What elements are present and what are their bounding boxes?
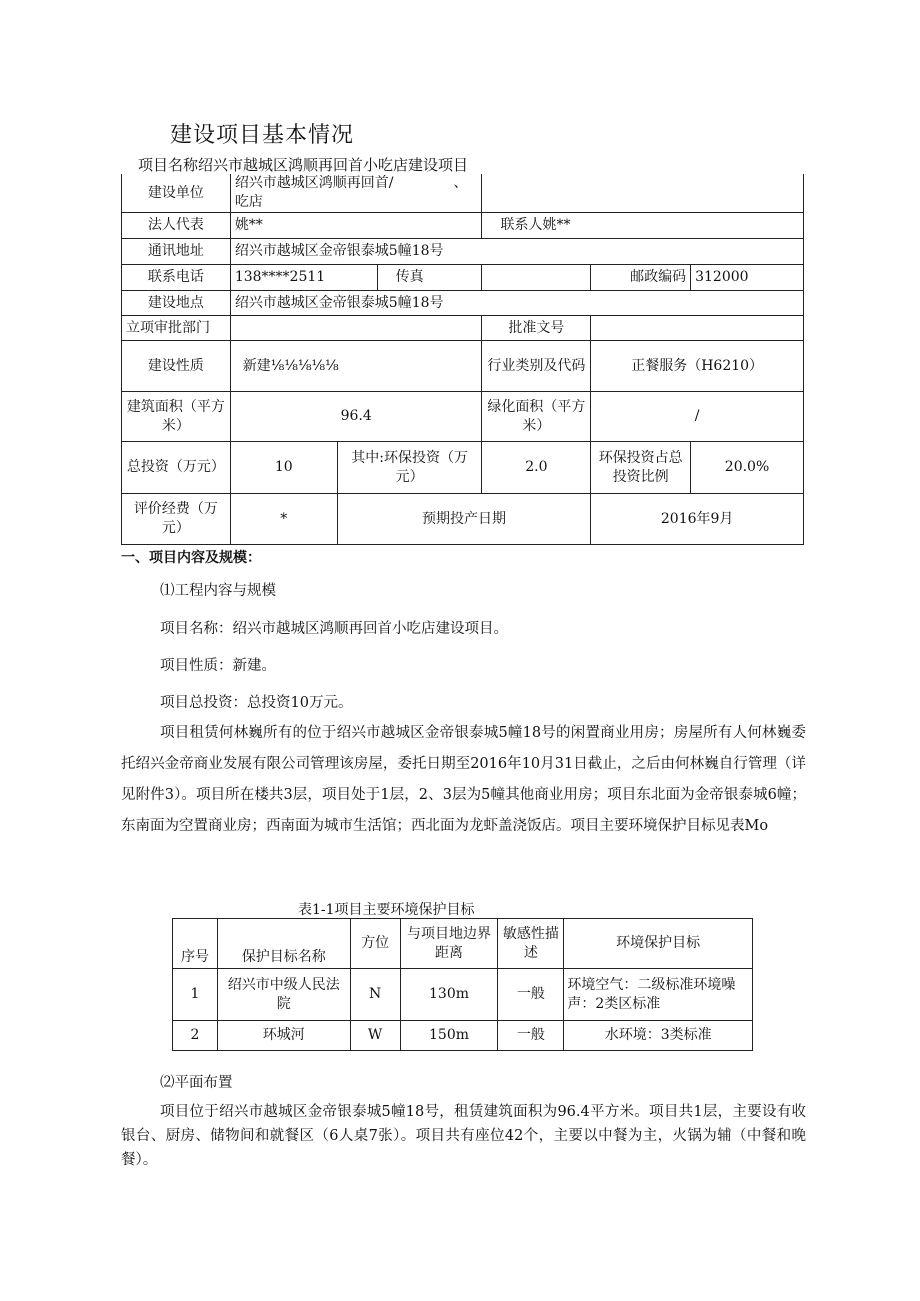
env-invest-label: 其中:环保投资（万元） bbox=[337, 442, 482, 494]
table-cell: 130m bbox=[400, 969, 498, 1021]
fee-value: * bbox=[230, 494, 337, 545]
fax-value bbox=[482, 265, 591, 291]
area-value: 96.4 bbox=[230, 392, 482, 442]
project-name-paragraph: 项目名称：绍兴市越城区鸿顺再回首小吃店建设项目。 bbox=[160, 621, 508, 637]
site-value: 绍兴市越城区金帝银泰城5幢18号 bbox=[230, 291, 803, 316]
green-label: 绿化面积（平方米） bbox=[482, 392, 591, 442]
page-title: 建设项目基本情况 bbox=[170, 123, 355, 148]
approval-dept-label: 立项审批部门 bbox=[122, 316, 231, 341]
table-row bbox=[173, 969, 753, 1021]
date-value: 2016年9月 bbox=[591, 494, 804, 545]
ratio-value: 20.0% bbox=[691, 442, 804, 494]
table-caption: 表1-1项目主要环境保护目标 bbox=[298, 902, 475, 918]
table-cell: N bbox=[350, 969, 400, 1021]
table-cell: 水环境：3类标准 bbox=[564, 1021, 753, 1051]
phone-value: 138****2511 bbox=[230, 265, 377, 291]
header-cell: 序号 bbox=[173, 919, 218, 969]
section-heading: 一、项目内容及规模： bbox=[121, 550, 261, 566]
nature-value: 新建⅛⅛⅛⅛⅛ bbox=[230, 341, 482, 392]
project-nature-paragraph: 项目性质：新建。 bbox=[160, 658, 276, 674]
project-name-line: 项目名称绍兴市越城区鸿顺再回首小吃店建设项目 bbox=[138, 156, 469, 174]
fax-label: 传真 bbox=[377, 265, 482, 291]
contact-value: 联系人姚** bbox=[482, 213, 804, 239]
unit-value-a: 绍兴市越城区鸿顺再回首/ bbox=[234, 175, 394, 191]
project-investment-paragraph: 项目总投资：总投资10万元。 bbox=[160, 695, 353, 711]
table-cell: 1 bbox=[173, 969, 218, 1021]
industry-label: 行业类别及代码 bbox=[482, 341, 591, 392]
basic-info-table bbox=[121, 174, 804, 545]
address-label: 通讯地址 bbox=[122, 239, 231, 265]
address-value: 绍兴市越城区金帝银泰城5幢18号 bbox=[230, 239, 803, 265]
table-cell: W bbox=[350, 1021, 400, 1051]
header-cell: 与项目地边界距离 bbox=[400, 919, 498, 969]
subsection-1-heading: ⑴工程内容与规模 bbox=[160, 583, 276, 599]
table-cell: 2 bbox=[173, 1021, 218, 1051]
unit-value bbox=[230, 174, 482, 213]
lease-description-paragraph: 项目租赁何林巍所有的位于绍兴市越城区金帝银泰城5幢18号的闲置商业用房；房屋所有人何林巍委托绍兴金帝商业发展有限公司管理该房屋，委托日期至2016年10月31日截止，之后由何林巍自行管理（详见附件3）。项目所在楼共3层，项目处于1层，2、3层为5幢其他商业用房；项目东北面为金帝银泰城6幢；东南面为空置商业房；西南面为城市生活馆；西北面为龙虾盖浇饭店。项目主要环境保护目标见表Mo bbox=[121, 725, 806, 834]
invest-label: 总投资（万元） bbox=[122, 442, 231, 494]
invest-value: 10 bbox=[230, 442, 337, 494]
fee-label: 评价经费（万元） bbox=[122, 494, 231, 545]
approval-dept-value bbox=[230, 316, 482, 341]
header-cell: 环境保护目标 bbox=[564, 919, 753, 969]
subsection-2-heading: ⑵平面布置 bbox=[160, 1075, 233, 1091]
phone-label: 联系电话 bbox=[122, 265, 231, 291]
header-cell: 敏感性描述 bbox=[498, 919, 564, 969]
table-cell: 一般 bbox=[498, 1021, 564, 1051]
industry-value: 正餐服务（H6210） bbox=[591, 341, 804, 392]
approval-no-label: 批准文号 bbox=[482, 316, 591, 341]
table-cell: 一般 bbox=[498, 969, 564, 1021]
postcode-label: 邮政编码 bbox=[591, 265, 691, 291]
header-cell: 保护目标名称 bbox=[217, 919, 350, 969]
postcode-value: 312000 bbox=[691, 265, 804, 291]
table-row bbox=[173, 1021, 753, 1051]
env-invest-value: 2.0 bbox=[482, 442, 591, 494]
table-cell: 150m bbox=[400, 1021, 498, 1051]
unit-label: 建设单位 bbox=[122, 174, 231, 213]
table-header-row bbox=[173, 919, 753, 969]
legal-label: 法人代表 bbox=[122, 213, 231, 239]
green-value: / bbox=[591, 392, 804, 442]
table-cell: 环境空气：二级标准环境噪声：2类区标准 bbox=[564, 969, 753, 1021]
table-cell: 绍兴市中级人民法院 bbox=[217, 969, 350, 1021]
header-cell: 方位 bbox=[350, 919, 400, 969]
legal-value: 姚** bbox=[230, 213, 482, 239]
unit-value-b: 、吃店 bbox=[234, 175, 468, 210]
ratio-label: 环保投资占总投资比例 bbox=[591, 442, 691, 494]
site-label: 建设地点 bbox=[122, 291, 231, 316]
area-label: 建筑面积（平方米） bbox=[122, 392, 231, 442]
env-protection-table bbox=[172, 918, 753, 1051]
table-cell: 环城河 bbox=[217, 1021, 350, 1051]
layout-paragraph: 项目位于绍兴市越城区金帝银泰城5幢18号，租赁建筑面积为96.4平方米。项目共1层，主要设有收银台、厨房、储物间和就餐区（6人桌7张）。项目共有座位42个，主要以中餐为主，火锅为辅（中餐和晚餐）。 bbox=[121, 1104, 806, 1168]
approval-no-value bbox=[591, 316, 804, 341]
date-label: 预期投产日期 bbox=[337, 494, 591, 545]
nature-label: 建设性质 bbox=[122, 341, 231, 392]
